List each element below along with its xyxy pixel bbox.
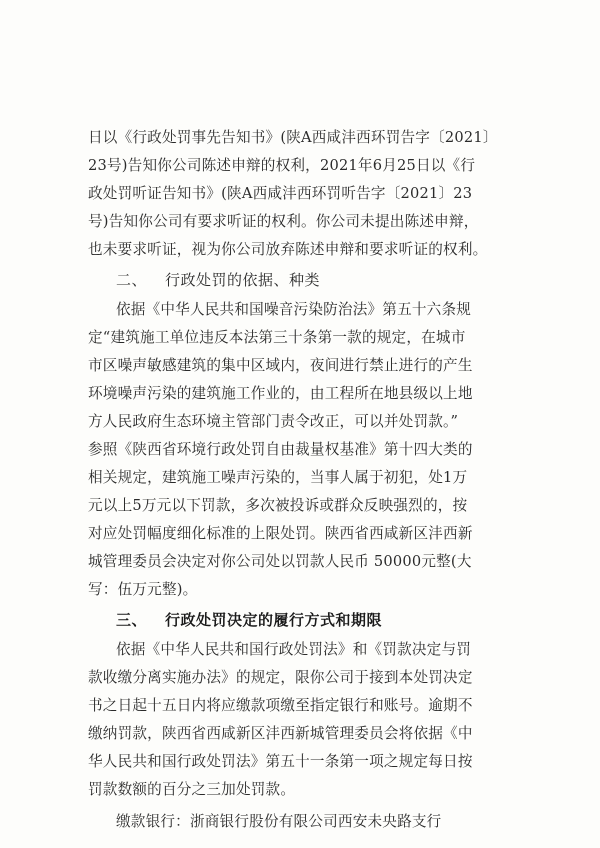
section-three-line-3: 书之日起十五日内将应缴款项缴至指定银行和账号。逾期不 — [88, 697, 473, 714]
section-three-number: 三、 — [116, 611, 148, 629]
section-three-heading — [116, 610, 382, 630]
section-two-line-7: 相关规定，建筑施工噪声污染的，当事人属于初犯，处1万 — [88, 469, 468, 486]
section-two-line-4: 环境噪声污染的建筑施工作业的，由工程所在地县级以上地 — [88, 385, 473, 402]
intro-line-1: 日以《行政处罚事先告知书》(陕A西咸沣西环罚告字〔2021〕 — [88, 129, 498, 146]
section-two-line-1: 依据《中华人民共和国噪音污染防治法》第五十六条规 — [116, 301, 472, 318]
section-two-line-10: 城管理委员会决定对你公司处以罚款人民币 50000元整(大 — [88, 553, 472, 570]
section-two-number: 二、 — [116, 271, 148, 289]
section-two-line-9: 对应处罚幅度细化标准的上限处罚。陕西省西咸新区沣西新 — [88, 525, 473, 542]
section-three-line-5: 华人民共和国行政处罚法》第五十一条第一项之规定每日按 — [88, 753, 473, 770]
section-three-title: 行政处罚决定的履行方式和期限 — [165, 611, 383, 629]
section-three-line-2: 款收缴分离实施办法》的规定，限你公司于接到本处罚决定 — [88, 669, 473, 686]
intro-line-5: 也未要求听证，视为你公司放弃陈述申辩和要求听证的权利。 — [88, 241, 488, 258]
section-two-line-11: 写：伍万元整)。 — [88, 581, 198, 598]
section-two-line-3: 市区噪声敏感建筑的集中区域内，夜间进行禁止进行的产生 — [88, 357, 473, 374]
intro-line-4: 号)告知你公司有要求听证的权利。你公司未提出陈述申辩， — [88, 213, 479, 230]
section-two-line-5: 方人民政府生态环境主管部门责令改正，可以并处罚款。” — [88, 413, 459, 430]
section-three-line-6: 罚款数额的百分之三加处罚款。 — [88, 781, 296, 798]
section-two-line-6: 参照《陕西省环境行政处罚自由裁量权基准》第十四大类的 — [88, 441, 473, 458]
section-two-title: 行政处罚的依据、种类 — [165, 271, 321, 289]
section-two-line-8: 元以上5万元以下罚款，多次被投诉或群众反映强烈的，按 — [88, 497, 468, 514]
section-two-line-2: 定“建筑施工单位违反本法第三十条第一款的规定，在城市 — [88, 329, 466, 346]
section-two-heading — [116, 270, 320, 290]
intro-line-3: 政处罚听证告知书》(陕A西咸沣西环罚听告字〔2021〕23 — [88, 185, 473, 202]
section-three-line-4: 缴纳罚款，陕西省西咸新区沣西新城管理委员会将依据《中 — [88, 725, 473, 742]
section-three-line-1: 依据《中华人民共和国行政处罚法》和《罚款决定与罚 — [116, 641, 472, 658]
payment-bank-line: 缴款银行：浙商银行股份有限公司西安未央路支行 — [116, 813, 442, 830]
intro-line-2: 23号)告知你公司陈述申辩的权利，2021年6月25日以《行 — [88, 157, 476, 174]
